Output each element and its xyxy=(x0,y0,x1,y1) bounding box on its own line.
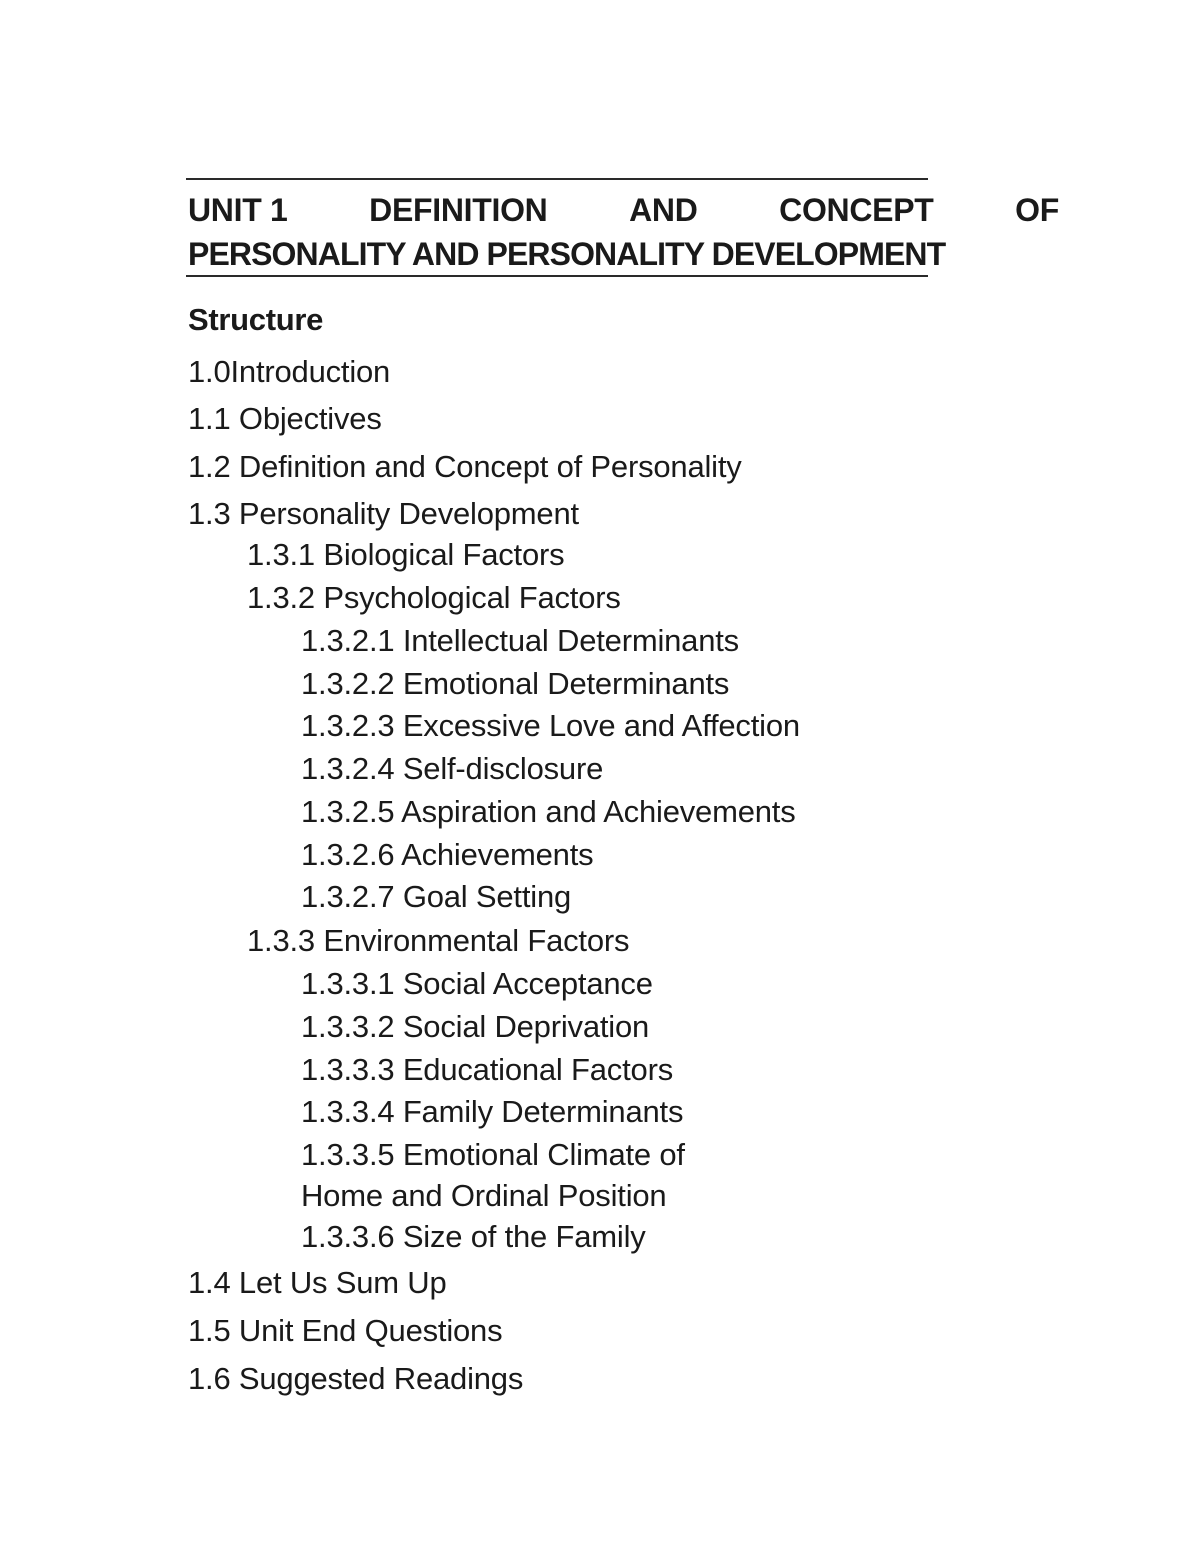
bottom-rule xyxy=(186,275,928,277)
toc-item: 1.3.2.6 Achievements xyxy=(301,837,594,872)
toc-item: 1.1 Objectives xyxy=(188,401,382,436)
toc-item: 1.0Introduction xyxy=(188,354,391,389)
toc-item: 1.3.3.6 Size of the Family xyxy=(301,1219,646,1254)
toc-item: 1.3.3.3 Educational Factors xyxy=(301,1052,673,1087)
structure-heading: Structure xyxy=(188,302,324,337)
toc-item: 1.3.2.3 Excessive Love and Affection xyxy=(301,708,800,743)
toc-item: 1.4 Let Us Sum Up xyxy=(188,1265,447,1300)
toc-item: 1.3.2.4 Self-disclosure xyxy=(301,751,604,786)
toc-item: 1.2 Definition and Concept of Personality xyxy=(188,449,742,484)
title-word: AND xyxy=(629,192,698,228)
title-word: OF xyxy=(1015,192,1059,228)
toc-item: 1.3.3.4 Family Determinants xyxy=(301,1094,684,1129)
toc-item: 1.3.3.5 Emotional Climate of xyxy=(301,1137,685,1172)
top-rule xyxy=(186,178,928,180)
toc-item: 1.3.3 Environmental Factors xyxy=(247,923,630,958)
toc-item: 1.3.2.2 Emotional Determinants xyxy=(301,666,730,701)
title-word: UNIT 1 xyxy=(188,192,288,228)
toc-item: 1.3.2.5 Aspiration and Achievements xyxy=(301,794,796,829)
toc-item: 1.5 Unit End Questions xyxy=(188,1313,503,1348)
title-word: DEFINITION xyxy=(369,192,548,228)
toc-item: 1.3.3.2 Social Deprivation xyxy=(301,1009,650,1044)
toc-item: 1.6 Suggested Readings xyxy=(188,1361,524,1396)
toc-item: 1.3 Personality Development xyxy=(188,496,579,531)
toc-item: 1.3.2 Psychological Factors xyxy=(247,580,621,615)
toc-item: Home and Ordinal Position xyxy=(301,1178,667,1213)
toc-item: 1.3.2.7 Goal Setting xyxy=(301,879,572,914)
toc-item: 1.3.1 Biological Factors xyxy=(247,537,565,572)
unit-title-line-2: PERSONALITY AND PERSONALITY DEVELOPMENT xyxy=(188,236,946,272)
toc-item: 1.3.2.1 Intellectual Determinants xyxy=(301,623,739,658)
title-word: CONCEPT xyxy=(779,192,934,228)
toc-item: 1.3.3.1 Social Acceptance xyxy=(301,966,653,1001)
unit-title-line-1 xyxy=(188,188,1059,232)
